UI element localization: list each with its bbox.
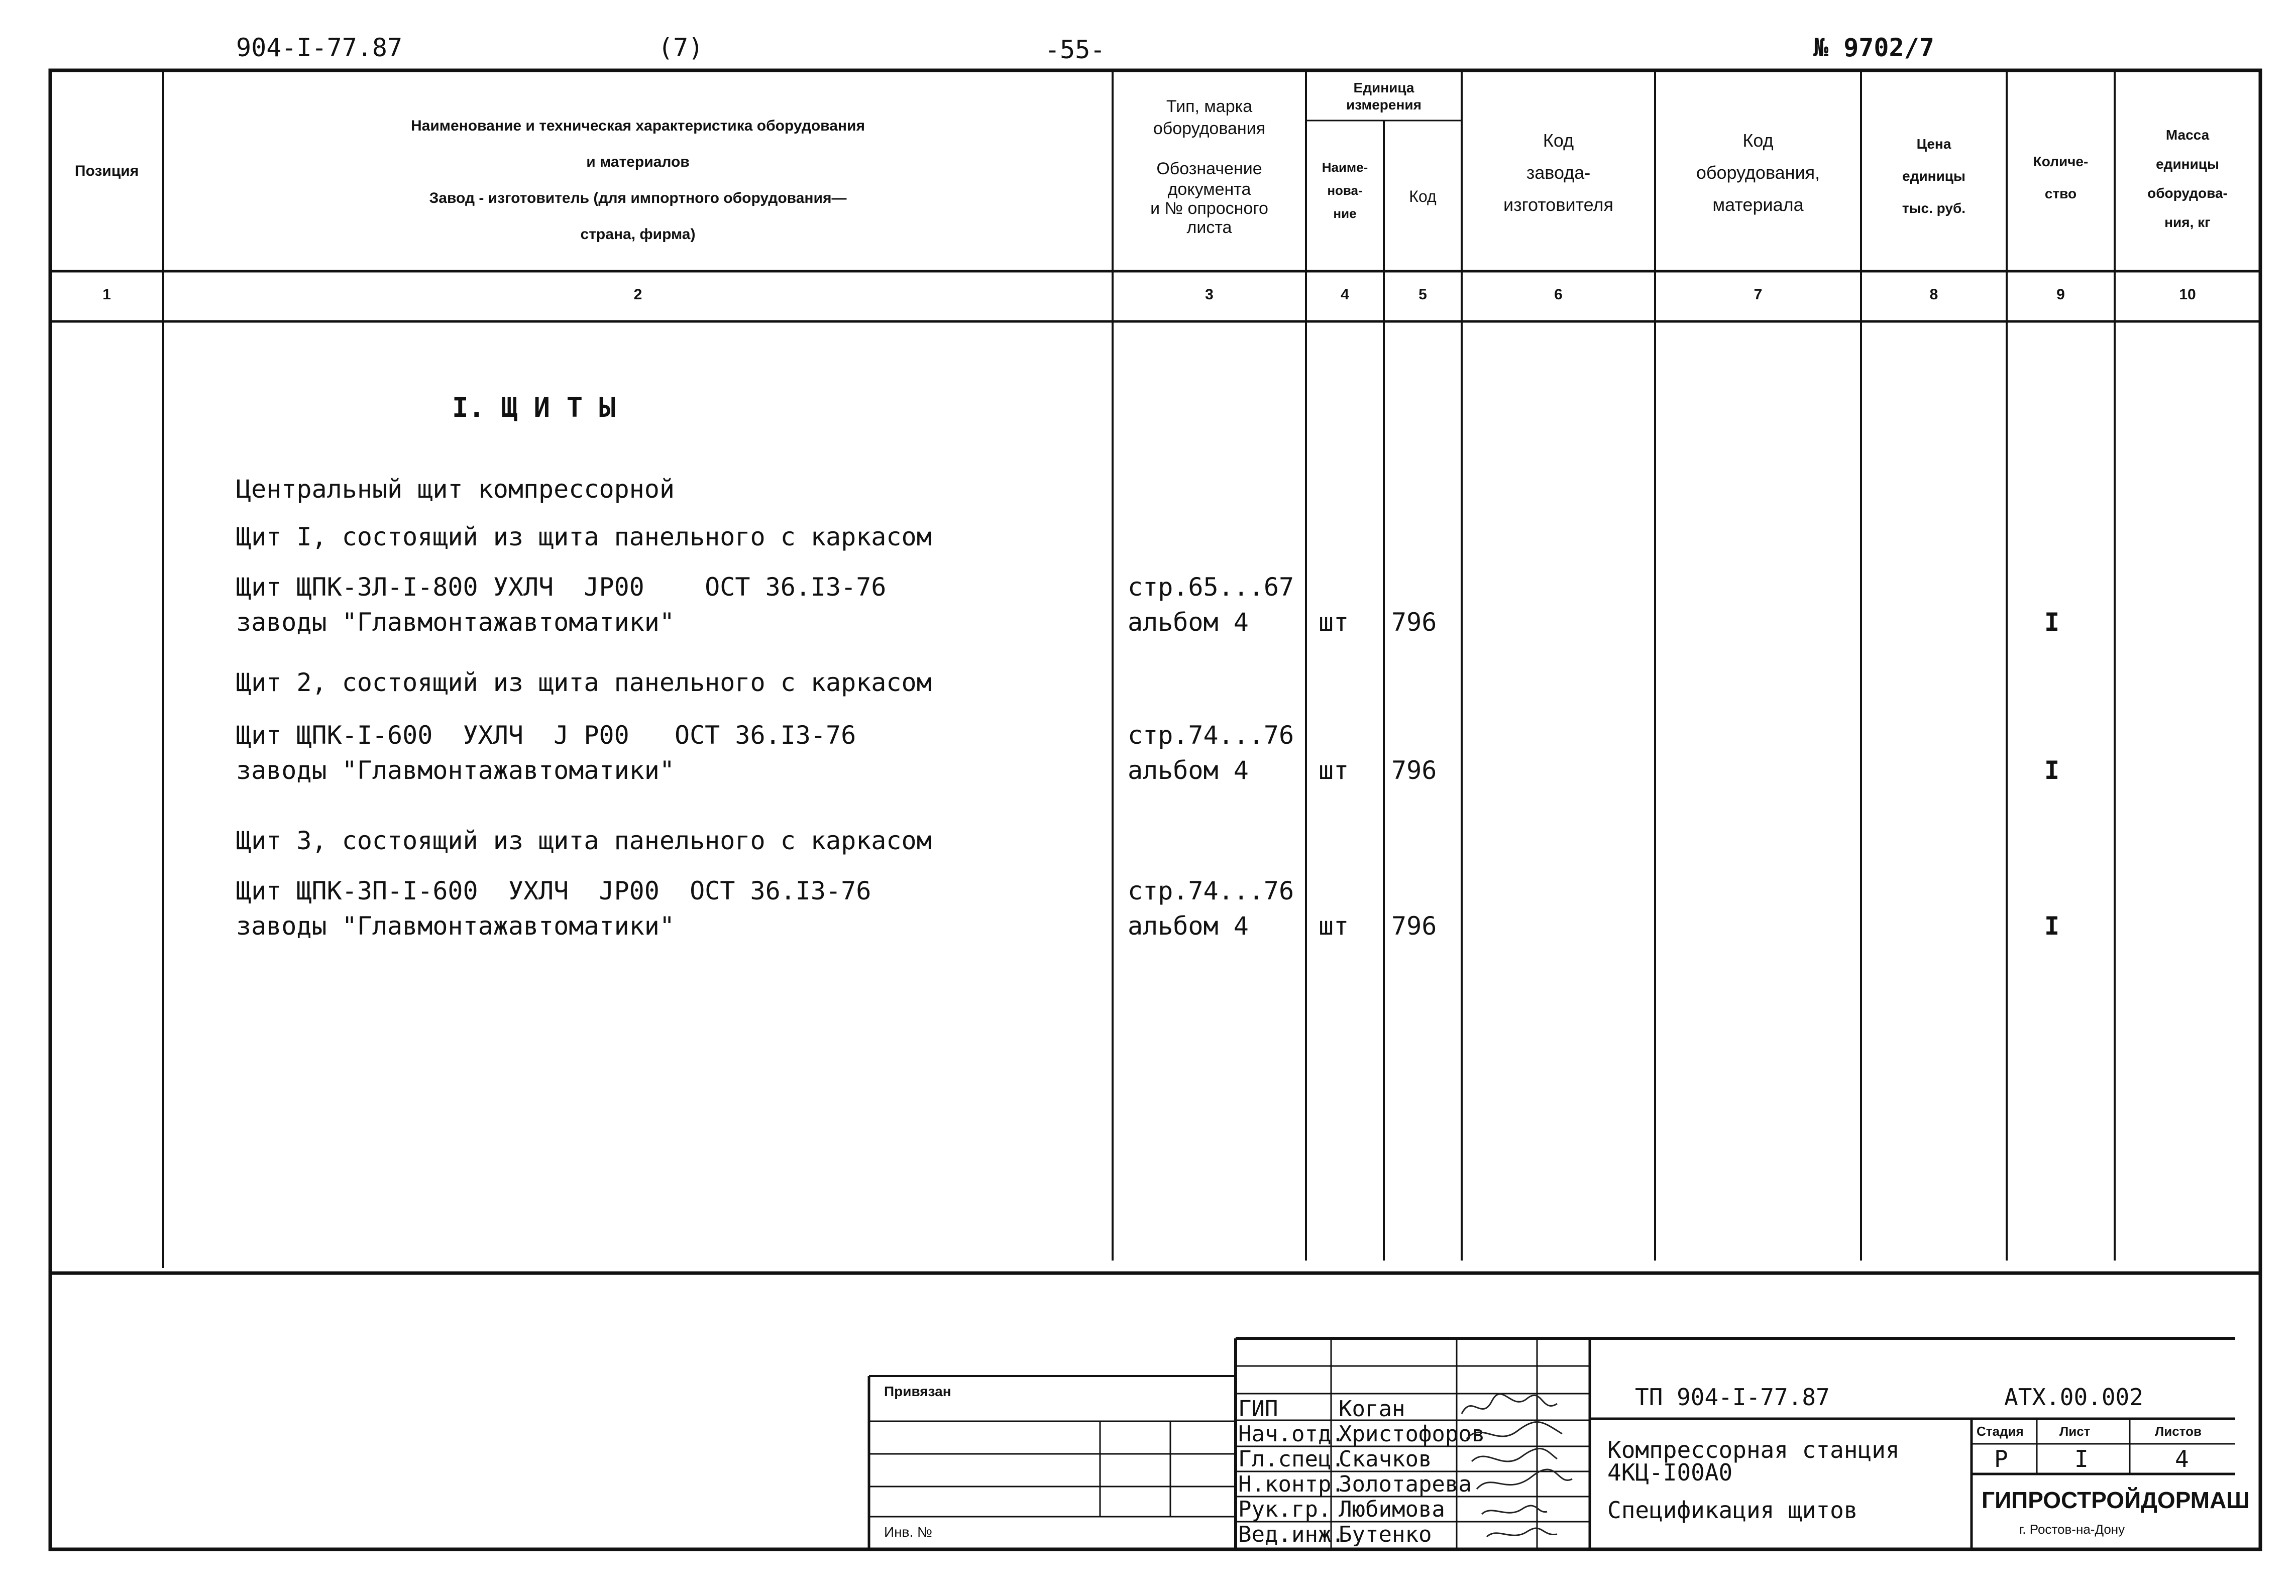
header-type-line: оборудования (1153, 119, 1266, 138)
column-number: 4 (1341, 286, 1349, 303)
sheet-label: Лист (2059, 1424, 2091, 1439)
header-equipment-line: Код (1742, 130, 1774, 151)
item-quantity: I (2044, 608, 2060, 637)
staff-role: Вед.инж. (1238, 1522, 1345, 1547)
staff-role: Нач.отд. (1238, 1421, 1345, 1447)
header-unit-line: измерения (1346, 97, 1422, 112)
header-mass-line: ния, кг (2164, 214, 2211, 230)
header-doc-line: и № опросного (1150, 199, 1268, 218)
staff-name: Любимова (1339, 1497, 1445, 1522)
item-doc-ref: стр.74...76 (1128, 876, 1294, 905)
item-album: альбом 4 (1128, 911, 1249, 941)
column-number: 7 (1754, 286, 1763, 303)
column-number: 10 (2179, 286, 2196, 303)
header-unit-code: Код (1409, 187, 1437, 205)
item-doc-ref: стр.65...67 (1128, 573, 1294, 602)
item-unit: шт (1319, 911, 1349, 941)
header-doc-line: Обозначение (1156, 159, 1262, 178)
header-factory-line: Код (1543, 130, 1574, 151)
project-number: ТП 904-I-77.87 (1635, 1384, 1830, 1411)
header-mass-line: Масса (2165, 127, 2210, 143)
document-title: Спецификация щитов (1607, 1497, 1858, 1524)
organization-name: ГИПРОСТРОЙДОРМАШ (1982, 1487, 2250, 1513)
object-code: 4КЦ-I00А0 (1607, 1459, 1733, 1486)
header-name-line: страна, фирма) (580, 226, 696, 243)
column-number: 6 (1554, 286, 1563, 303)
item-manufacturer: заводы "Главмонтажавтоматики" (236, 756, 675, 785)
header-equipment-line: материала (1712, 194, 1804, 215)
header-factory-code (1462, 125, 1655, 221)
page-number: -55- (1045, 35, 1106, 64)
header-price (1861, 128, 2007, 224)
organization-city: г. Ростов-на-Дону (2019, 1522, 2125, 1537)
staff-role: ГИП (1238, 1396, 1278, 1422)
header-price-line: Цена (1916, 136, 1951, 152)
staff-name: Христофоров (1339, 1421, 1485, 1447)
signatures (1457, 1391, 1597, 1547)
header-quantity-line: Количе- (2033, 154, 2089, 169)
part-number: (7) (658, 33, 704, 62)
section-subtitle: Центральный щит компрессорной (236, 475, 675, 504)
header-mass (2115, 121, 2260, 237)
header-type (1113, 95, 1306, 237)
header-quantity (2007, 146, 2115, 210)
header-name-line: и материалов (586, 154, 690, 170)
header-equipment-line: оборудования, (1696, 162, 1820, 183)
header-factory-line: изготовителя (1503, 194, 1613, 215)
sheet-value: I (2074, 1445, 2089, 1472)
header-factory-line: завода- (1526, 162, 1591, 183)
header-position: Позиция (74, 163, 139, 179)
object-name: Компрессорная станция (1607, 1436, 1900, 1463)
header-name-line: Наименование и техническая характеристика оборудования (411, 118, 865, 134)
header-name (163, 108, 1113, 253)
header-mass-line: единицы (2156, 156, 2219, 172)
item-unit: шт (1319, 608, 1349, 637)
header-price-line: единицы (1902, 168, 1965, 184)
header-unit-name-line: Наиме- (1322, 160, 1368, 175)
item-spec: Щит ЩПК-ЗЛ-I-800 УХЛЧ ЈР00 ОСТ 36.I3-76 (236, 573, 887, 602)
column-number: 1 (102, 286, 111, 303)
item-unit: шт (1319, 756, 1349, 785)
item-spec: Щит ЩПК-I-600 УХЛЧ Ј Р00 ОСТ 36.I3-76 (236, 721, 856, 750)
header-mass-line: оборудова- (2147, 185, 2228, 201)
sheets-value: 4 (2175, 1445, 2189, 1472)
sheets-label: Листов (2155, 1424, 2202, 1439)
header-unit-name (1306, 156, 1384, 225)
staff-name: Золотарева (1339, 1471, 1472, 1497)
item-intro: Щит 3, состоящий из щита панельного с каркасом (236, 826, 932, 855)
item-intro: Щит I, состоящий из щита панельного с каркасом (236, 522, 932, 551)
staff-name: Скачков (1339, 1446, 1432, 1472)
inventory-label: Инв. № (884, 1524, 933, 1540)
item-album: альбом 4 (1128, 608, 1249, 637)
column-number: 2 (633, 286, 642, 303)
column-number: 3 (1205, 286, 1214, 303)
item-quantity: I (2044, 756, 2060, 785)
header-name-line: Завод - изготовитель (для импортного оборудования— (429, 190, 847, 206)
header-unit-name-line: ние (1333, 206, 1357, 221)
staff-role: Рук.гр. (1238, 1497, 1332, 1522)
header-unit (1306, 79, 1462, 113)
item-album: альбом 4 (1128, 756, 1249, 785)
stage-label: Стадия (1977, 1424, 2024, 1439)
column-number: 8 (1929, 286, 1938, 303)
column-number: 5 (1418, 286, 1427, 303)
header-price-line: тыс. руб. (1902, 200, 1966, 216)
drawing-code: АТХ.00.002 (2004, 1384, 2143, 1411)
doc-code-top: 904-I-77.87 (236, 33, 403, 62)
staff-role: Н.контр. (1238, 1471, 1345, 1497)
header-quantity-line: ство (2044, 186, 2077, 201)
header-equipment-code (1655, 125, 1861, 221)
staff-name: Коган (1339, 1396, 1405, 1422)
item-manufacturer: заводы "Главмонтажавтоматики" (236, 608, 675, 637)
item-unit-code: 796 (1391, 608, 1437, 637)
item-quantity: I (2044, 911, 2060, 941)
item-doc-ref: стр.74...76 (1128, 721, 1294, 750)
item-unit-code: 796 (1391, 911, 1437, 941)
header-doc-line: документа (1167, 180, 1251, 199)
item-manufacturer: заводы "Главмонтажавтоматики" (236, 911, 675, 941)
stage-value: Р (1994, 1445, 2008, 1472)
item-unit-code: 796 (1391, 756, 1437, 785)
item-spec: Щит ЩПК-ЗП-I-600 УХЛЧ ЈР00 ОСТ 36.I3-76 (236, 876, 871, 905)
header-type-line: Тип, марка (1166, 97, 1253, 116)
staff-name: Бутенко (1339, 1522, 1432, 1547)
column-number: 9 (2056, 286, 2065, 303)
section-title: I. Щ И Т Ы (452, 392, 616, 423)
header-doc-line: листа (1186, 218, 1232, 237)
item-intro: Щит 2, состоящий из щита панельного с каркасом (236, 668, 932, 697)
privyazan-label: Привязан (884, 1384, 951, 1399)
staff-role: Гл.спец. (1238, 1446, 1345, 1472)
header-unit-name-line: нова- (1327, 183, 1363, 198)
header-unit-line: Единица (1353, 80, 1414, 95)
inventory-number: № 9702/7 (1813, 33, 1934, 62)
